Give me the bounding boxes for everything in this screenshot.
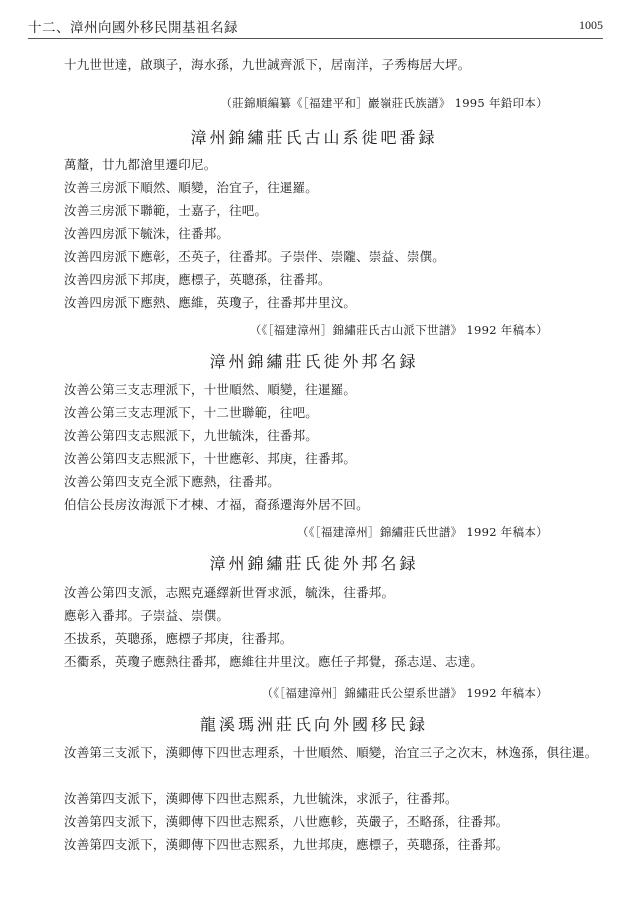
entry-line: 汝善四房派下毓洙，往番邦。 — [64, 226, 230, 241]
entry-line: 汝善四房派下應熱、應維，英瓊子，往番邦井里汶。 — [64, 295, 357, 310]
entry-line: 汝善第四支派下，漢卿傳下四世志熙系，九世毓洙，求派子，往番邦。 — [64, 791, 458, 806]
entry-line: 汝善公第三支志理派下，十二世聯範，往吧。 — [64, 405, 319, 420]
source-citation: （《［福建漳州］錦繡莊氏世譜》 1992 年稿本） — [296, 525, 548, 539]
entry-line: 汝善三房派下順然、順變，治宜子，往暹羅。 — [64, 180, 319, 195]
entry-line: 丕拔系，英聰孫，應標子邦庚，往番邦。 — [64, 631, 293, 646]
page-header — [28, 10, 603, 39]
intro-line: 十九世世達，啟璵子，海水孫，九世誠齊派下，居南洋，子秀梅居大坪。 — [64, 57, 471, 72]
entry-line: 應彰入番邦。子崇益、崇僎。 — [64, 608, 230, 623]
entry-line: 汝善第三支派下，漢卿傳下四世志理系，十世順然、順變，治宜三子之次末，林逸孫，俱往暹。 — [64, 745, 598, 760]
entry-line: 汝善四房派下應彰，丕英子，往番邦。子崇伴、崇隴、崇益、崇僎。 — [64, 249, 446, 264]
entry-line: 汝善四房派下邦庚，應標子，英聰孫，往番邦。 — [64, 272, 331, 287]
entry-line: 汝善公第四支志熙派下，九世毓洙，往番邦。 — [64, 428, 319, 443]
chapter-title: 十二、漳州向國外移民開基祖名録 — [28, 20, 238, 36]
entry-line: 汝善第四支派下，漢卿傳下四世志熙系，八世應軫，英嚴子，丕略孫，往番邦。 — [64, 814, 509, 829]
source-citation: （莊錦順編纂《［福建平和］巖嶺莊氏族譜》 1995 年鉛印本） — [220, 96, 548, 110]
section-title: 漳州錦繡莊氏徙外邦名録 — [209, 352, 419, 371]
entry-line: 汝善公第四支克全派下應熱，往番邦。 — [64, 474, 280, 489]
entry-line: 汝善公第四支派，志熙克遜繹新世胥求派，毓洙，往番邦。 — [64, 585, 395, 600]
entry-line: 伯信公長房汝海派下才棟、才福，裔孫遷海外居不回。 — [64, 497, 369, 512]
entry-line: 汝善三房派下聯範，士嘉子，往吧。 — [64, 203, 268, 218]
source-citation: （《［福建漳州］錦繡莊氏公望系世譜》 1992 年稿本） — [261, 686, 548, 700]
entry-line: 萬釐，廿九都滄里遷印尼。 — [64, 157, 217, 172]
page-number: 1005 — [579, 18, 603, 32]
entry-line: 汝善公第三支志理派下，十世順然、順變，往暹羅。 — [64, 382, 357, 397]
section-title: 漳州錦繡莊氏古山系徙吧番録 — [190, 128, 438, 147]
source-citation: （《［福建漳州］錦繡莊氏古山派下世譜》 1992 年稿本） — [249, 323, 548, 337]
entry-line: 汝善第四支派下，漢卿傳下四世志熙系，九世邦庚，應標子，英聰孫，往番邦。 — [64, 837, 509, 852]
entry-line: 丕衢系，英瓊子應熱往番邦，應維往井里汶。應任子邦覺，孫志逞、志達。 — [64, 654, 484, 669]
entry-line: 汝善公第四支志熙派下，十世應彰、邦庚，往番邦。 — [64, 451, 357, 466]
section-title: 漳州錦繡莊氏徙外邦名録 — [209, 554, 419, 573]
section-title: 龍溪瑪洲莊氏向外國移民録 — [199, 715, 428, 734]
